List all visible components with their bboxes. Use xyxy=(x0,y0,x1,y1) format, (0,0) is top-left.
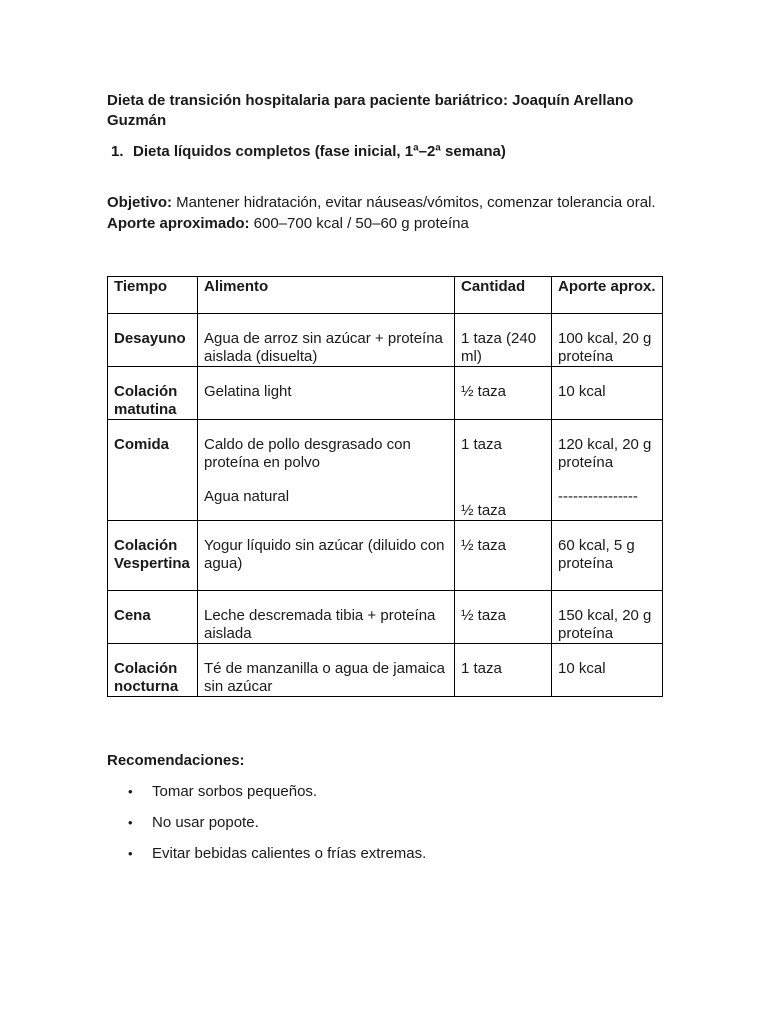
list-item-text: Tomar sorbos pequeños. xyxy=(152,783,318,800)
cell-aporte xyxy=(552,420,663,521)
cell-alimento: Té de manzanilla o agua de jamaica sin azúcar xyxy=(198,644,455,697)
cell-cantidad: ½ taza xyxy=(455,591,552,644)
cell-alimento-line: Agua natural xyxy=(204,488,290,505)
cell-tiempo: Comida xyxy=(108,420,198,521)
cell-tiempo: Cena xyxy=(108,591,198,644)
cell-alimento: Agua de arroz sin azúcar + proteína aislada (disuelta) xyxy=(198,314,455,367)
cell-alimento xyxy=(198,420,455,521)
cell-cantidad xyxy=(455,420,552,521)
diet-table xyxy=(107,276,663,697)
section-heading xyxy=(107,143,506,161)
header-alimento: Alimento xyxy=(198,277,455,314)
list-item-text: No usar popote. xyxy=(152,814,259,831)
recomendaciones-title: Recomendaciones: xyxy=(107,752,245,769)
cell-aporte: 10 kcal xyxy=(552,644,663,697)
cell-alimento: Yogur líquido sin azúcar (diluido con agua) xyxy=(198,521,455,591)
table-row xyxy=(108,367,663,420)
aporte-label: Aporte aproximado: xyxy=(107,215,250,232)
bullet-icon: • xyxy=(128,784,133,799)
objetivo-label: Objetivo: xyxy=(107,194,173,211)
cell-alimento: Gelatina light xyxy=(198,367,455,420)
recomendaciones-list xyxy=(107,783,426,876)
bullet-icon: • xyxy=(128,846,133,861)
table-row xyxy=(108,314,663,367)
cell-tiempo: Desayuno xyxy=(108,314,198,367)
list-item xyxy=(107,814,426,845)
cell-cantidad: ½ taza xyxy=(455,521,552,591)
cell-cantidad: 1 taza xyxy=(455,644,552,697)
cell-cantidad: ½ taza xyxy=(455,367,552,420)
list-item xyxy=(107,845,426,876)
aporte-text: 600–700 kcal / 50–60 g proteína xyxy=(249,215,469,232)
objetivo-text: Mantener hidratación, evitar náuseas/vómitos, comenzar tolerancia oral. xyxy=(172,194,656,211)
table-row xyxy=(108,521,663,591)
objetivo-line xyxy=(107,194,656,212)
table-row xyxy=(108,420,663,521)
section-number: 1. xyxy=(111,143,124,160)
header-cantidad: Cantidad xyxy=(455,277,552,314)
cell-aporte: 150 kcal, 20 g proteína xyxy=(552,591,663,644)
table-row xyxy=(108,591,663,644)
header-tiempo: Tiempo xyxy=(108,277,198,314)
list-item xyxy=(107,783,426,814)
table-header-row xyxy=(108,277,663,314)
section-heading-text: Dieta líquidos completos (fase inicial, 1ª–2ª semana) xyxy=(133,143,506,160)
cell-tiempo: Colación Vespertina xyxy=(108,521,198,591)
cell-alimento: Leche descremada tibia + proteína aislada xyxy=(198,591,455,644)
cell-aporte-line: ---------------- xyxy=(558,488,638,505)
cell-aporte: 10 kcal xyxy=(552,367,663,420)
list-item-text: Evitar bebidas calientes o frías extremas. xyxy=(152,845,427,862)
cell-cantidad: 1 taza (240 ml) xyxy=(455,314,552,367)
cell-tiempo: Colación nocturna xyxy=(108,644,198,697)
cell-alimento-line: Caldo de pollo desgrasado con proteína en polvo xyxy=(204,436,411,471)
cell-aporte: 60 kcal, 5 g proteína xyxy=(552,521,663,591)
cell-aporte: 100 kcal, 20 g proteína xyxy=(552,314,663,367)
cell-aporte-line: 120 kcal, 20 g proteína xyxy=(558,436,652,471)
header-aporte: Aporte aprox. xyxy=(552,277,663,314)
table-row xyxy=(108,644,663,697)
cell-tiempo: Colación matutina xyxy=(108,367,198,420)
bullet-icon: • xyxy=(128,815,133,830)
cell-cantidad-line: ½ taza xyxy=(461,502,507,519)
cell-cantidad-line: 1 taza xyxy=(461,436,502,453)
document-title: Dieta de transición hospitalaria para paciente bariátrico: Joaquín Arellano Guzmán xyxy=(107,92,634,129)
aporte-line xyxy=(107,215,469,233)
